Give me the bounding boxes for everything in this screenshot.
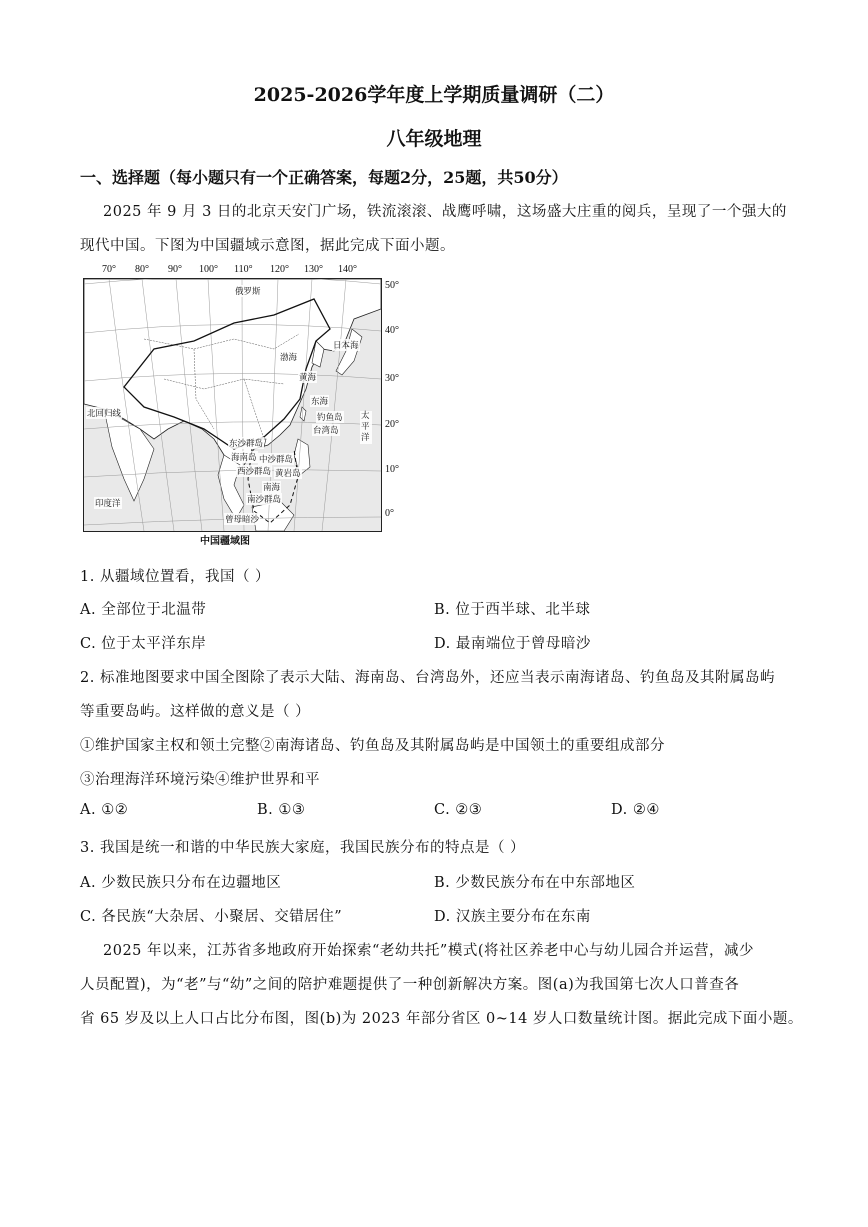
map-drawing	[84, 279, 381, 531]
label-hainan: 海南岛	[231, 453, 257, 463]
china-territory-map	[80, 264, 400, 549]
q3-option-a: A. 少数民族只分布在边疆地区	[80, 875, 282, 891]
map-caption: 中国疆域图	[200, 536, 250, 547]
label-pacific: 太平洋	[360, 411, 372, 444]
label-yellow-sea: 黄海	[299, 373, 317, 383]
lon-label: 120°	[270, 264, 289, 275]
lat-label: 10°	[385, 464, 399, 475]
lon-label: 140°	[338, 264, 357, 275]
lat-label: 30°	[385, 373, 399, 384]
lat-label: 40°	[385, 325, 399, 336]
passage-line-3: 省 65 岁及以上人口占比分布图，图(b)为 2023 年部分省区 0~14 岁人口数量统计图。据此完成下面小题。	[80, 1011, 803, 1027]
lat-label: 20°	[385, 419, 399, 430]
label-nansha: 南沙群岛	[247, 495, 282, 505]
lon-label: 70°	[102, 264, 116, 275]
q3-option-d: D. 汉族主要分布在东南	[434, 909, 591, 925]
label-dongsha: 东沙群岛	[229, 439, 264, 449]
lat-label: 50°	[385, 280, 399, 291]
q1-option-c: C. 位于太平洋东岸	[80, 636, 207, 652]
q3-option-c: C. 各民族“大杂居、小聚居、交错居住”	[80, 909, 343, 925]
label-zengmu: 曾母暗沙	[225, 515, 260, 525]
label-taiwan: 台湾岛	[313, 426, 339, 436]
label-zhongsha: 中沙群岛	[259, 455, 294, 465]
map-frame	[83, 278, 382, 532]
page-subtitle: 八年级地理	[386, 128, 482, 150]
q2-statements-1: ①维护国家主权和领土完整②南海诸岛、钓鱼岛及其附属岛屿是中国领土的重要组成部分	[80, 738, 665, 754]
lat-label: 0°	[385, 508, 394, 519]
label-indian-ocean: 印度洋	[95, 499, 121, 509]
q2-stem-line-1: 2. 标准地图要求中国全图除了表示大陆、海南岛、台湾岛外，还应当表示南海诸岛、钓鱼岛及其附属岛屿	[80, 670, 775, 686]
lon-label: 80°	[135, 264, 149, 275]
passage-line-2: 人员配置)，为“老”与“幼”之间的陪护难题提供了一种创新解决方案。图(a)为我国第七次人口普查各	[80, 977, 740, 993]
q3-option-b: B. 少数民族分布在中东部地区	[434, 875, 636, 891]
page-title: 2025-2026学年度上学期质量调研（二）	[253, 84, 615, 106]
q2-option-d: D. ②④	[611, 802, 660, 818]
lon-label: 110°	[234, 264, 253, 275]
q2-option-b: B. ①③	[257, 802, 306, 818]
label-bohai: 渤海	[280, 353, 298, 363]
label-tropic: 北回归线	[87, 409, 122, 419]
lon-label: 130°	[304, 264, 323, 275]
intro-line-2: 现代中国。下图为中国疆域示意图，据此完成下面小题。	[80, 238, 455, 254]
q1-option-d: D. 最南端位于曾母暗沙	[434, 636, 591, 652]
section-heading: 一、选择题（每小题只有一个正确答案，每题2分，25题，共50分）	[80, 168, 568, 187]
label-russia: 俄罗斯	[235, 287, 261, 297]
lon-label: 100°	[199, 264, 218, 275]
label-south-sea: 南海	[263, 483, 281, 493]
label-huangyan: 黄岩岛	[275, 469, 301, 479]
label-east-sea: 东海	[311, 397, 329, 407]
intro-line-1: 2025 年 9 月 3 日的北京天安门广场，铁流滚滚、战鹰呼啸，这场盛大庄重的阅兵，呈现了一个强大的	[103, 204, 787, 220]
q1-stem: 1. 从疆域位置看，我国（ ）	[80, 569, 271, 585]
passage-line-1: 2025 年以来，江苏省多地政府开始探索“老幼共托”模式(将社区养老中心与幼儿园合并运营，减少	[103, 943, 754, 959]
q2-statements-2: ③治理海洋环境污染④维护世界和平	[80, 772, 320, 788]
label-japan-sea: 日本海	[333, 341, 359, 351]
lon-label: 90°	[168, 264, 182, 275]
label-diaoyu: 钓鱼岛	[317, 413, 343, 423]
q1-option-a: A. 全部位于北温带	[80, 602, 207, 618]
q2-option-a: A. ①②	[80, 802, 129, 818]
q1-option-b: B. 位于西半球、北半球	[434, 602, 591, 618]
label-xisha: 西沙群岛	[237, 467, 272, 477]
q2-option-c: C. ②③	[434, 802, 483, 818]
q3-stem: 3. 我国是统一和谐的中华民族大家庭，我国民族分布的特点是（ ）	[80, 840, 526, 856]
q2-stem-line-2: 等重要岛屿。这样做的意义是（ ）	[80, 704, 311, 720]
